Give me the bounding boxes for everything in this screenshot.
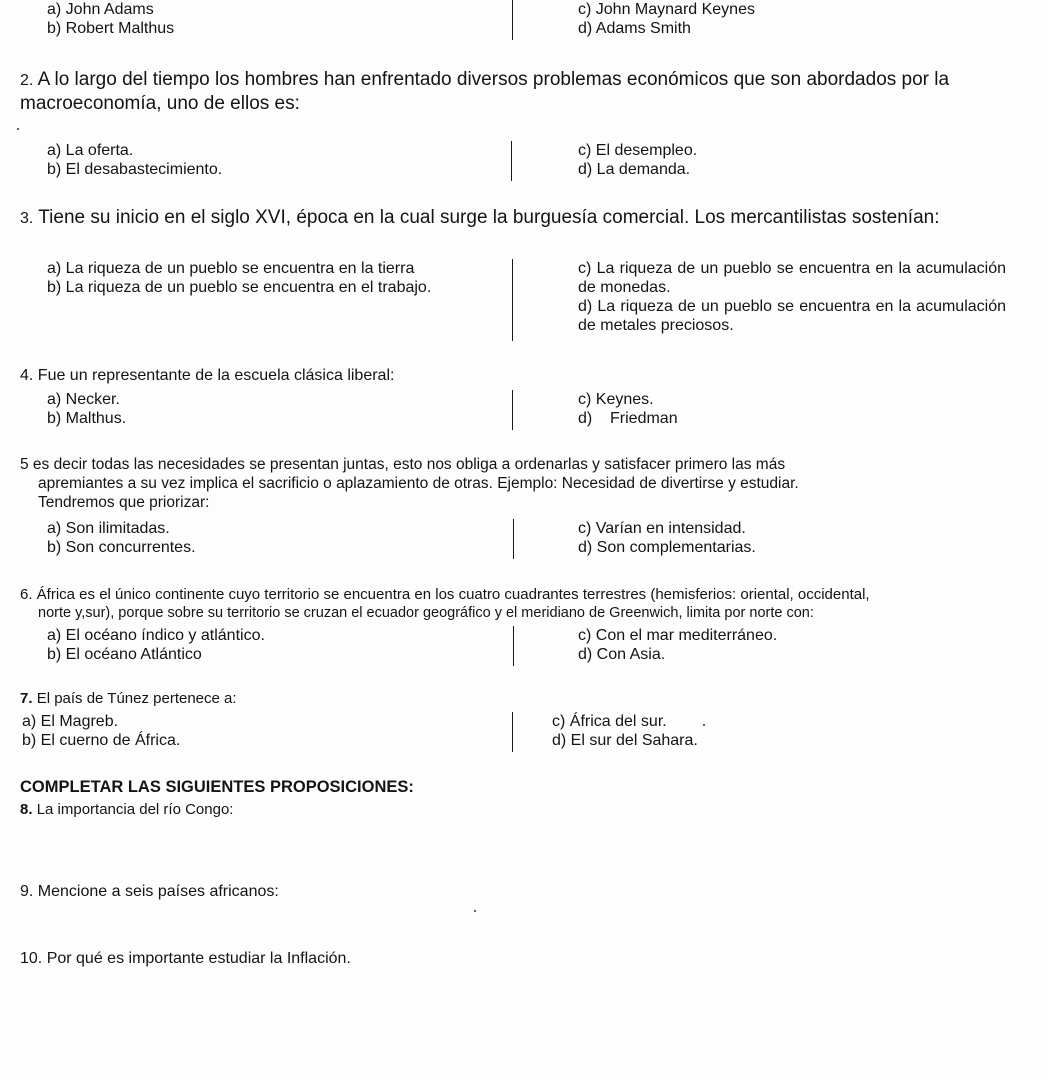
option-b: b) El cuerno de África. [22,732,181,749]
option-a: a) La oferta. [47,142,134,159]
question-text: El país de Túnez pertenece a: [36,690,237,707]
stem-line: Tendremos que priorizar: [38,494,210,511]
option-a: a) Necker. [47,391,120,408]
question-text: Tiene su inicio en el siglo XVI, época en la cual surge la burguesía comercial. Los mercantilistas sostenían: [38,207,940,228]
question-10-stem: 10. Por qué es importante estudiar la Inflación. [20,950,351,967]
option-a: a) El océano índico y atlántico. [47,627,265,644]
column-divider [513,519,514,559]
option-c: c) Keynes. [578,391,654,408]
option-b: b) Malthus. [47,410,127,427]
option-c: c) El desempleo. [578,142,698,159]
question-number: 3. [20,210,34,227]
question-9-stem: 9. Mencione a seis países africanos: [20,883,279,900]
question-6-options [47,626,1027,668]
option-a: a) John Adams [47,1,154,18]
option-d: d) El sur del Sahara. [552,732,698,749]
scan-speck [474,910,476,912]
option-b: b) Son concurrentes. [47,539,196,556]
option-d: d) La riqueza de un pueblo se encuentra en la acumulación de metales preciosos. [578,298,1006,334]
column-divider [512,0,513,40]
option-d: d) La demanda. [578,161,691,178]
option-c: c) Varían en intensidad. [578,520,746,537]
option-a: a) La riqueza de un pueblo se encuentra en la tierra [47,260,415,277]
scan-speck [17,128,19,130]
option-b: b) El océano Atlántico [47,646,202,663]
option-c: c) Con el mar mediterráneo. [578,627,778,644]
column-divider [513,626,514,666]
option-d: d) Con Asia. [578,646,666,663]
option-c: c) La riqueza de un pueblo se encuentra en la acumulación de monedas. [578,260,1006,296]
column-divider [512,259,513,341]
question-8-stem [20,801,720,819]
question-text: A lo largo del tiempo los hombres han enfrentado diversos problemas económicos que son abordados por la macroeconomía, uno de ellos es: [20,69,950,114]
option-b: b) El desabastecimiento. [47,161,223,178]
option-d: d) Son complementarias. [578,539,756,556]
option-b: b) Robert Malthus [47,20,175,37]
question-4-stem: 4. Fue un representante de la escuela clásica liberal: [20,367,395,384]
section-heading: COMPLETAR LAS SIGUIENTES PROPOSICIONES: [20,778,414,796]
column-divider [512,390,513,430]
question-number: 8. [20,801,33,818]
stem-line: apremiantes a su vez implica el sacrificio o aplazamiento de otras. Ejemplo: Necesidad de divertirse y estudiar. [38,475,799,492]
scan-speck [703,724,705,726]
option-c: c) John Maynard Keynes [578,1,755,18]
question-text: La importancia del río Congo: [36,801,234,818]
question-3-stem [20,206,1015,230]
column-divider [512,712,513,752]
question-5-options [47,519,1027,561]
option-a: a) El Magreb. [22,713,119,730]
question-2-options [47,141,1027,183]
stem-line: 6. África es el único continente cuyo territorio se encuentra en los cuatro cuadrantes terrestres (hemisferios: oriental, occidental, [20,586,870,603]
question-5-stem [20,455,1010,512]
option-a: a) Son ilimitadas. [47,520,170,537]
column-divider [511,141,512,181]
question-number: 2. [20,72,34,89]
option-c: c) África del sur. [552,713,667,730]
option-d: d) Adams Smith [578,20,691,37]
question-7-stem [20,690,720,708]
question-3-options [47,259,1012,341]
option-b: b) La riqueza de un pueblo se encuentra en el trabajo. [47,279,432,296]
option-d: d) Friedman [578,410,678,427]
question-7-options [22,712,1022,754]
question-number: 7. [20,690,33,707]
stem-line: 5 es decir todas las necesidades se presentan juntas, esto nos obliga a ordenarlas y satisfacer primero las más [20,456,786,473]
question-6-stem [20,586,1030,622]
question-4-options [47,390,1027,432]
question-2-stem [20,68,1010,115]
question-1-options [47,0,1027,42]
stem-line: norte y,sur), porque sobre su territorio se cruzan el ecuador geográfico y el meridiano de Greenwich, limita por norte con: [38,605,814,621]
